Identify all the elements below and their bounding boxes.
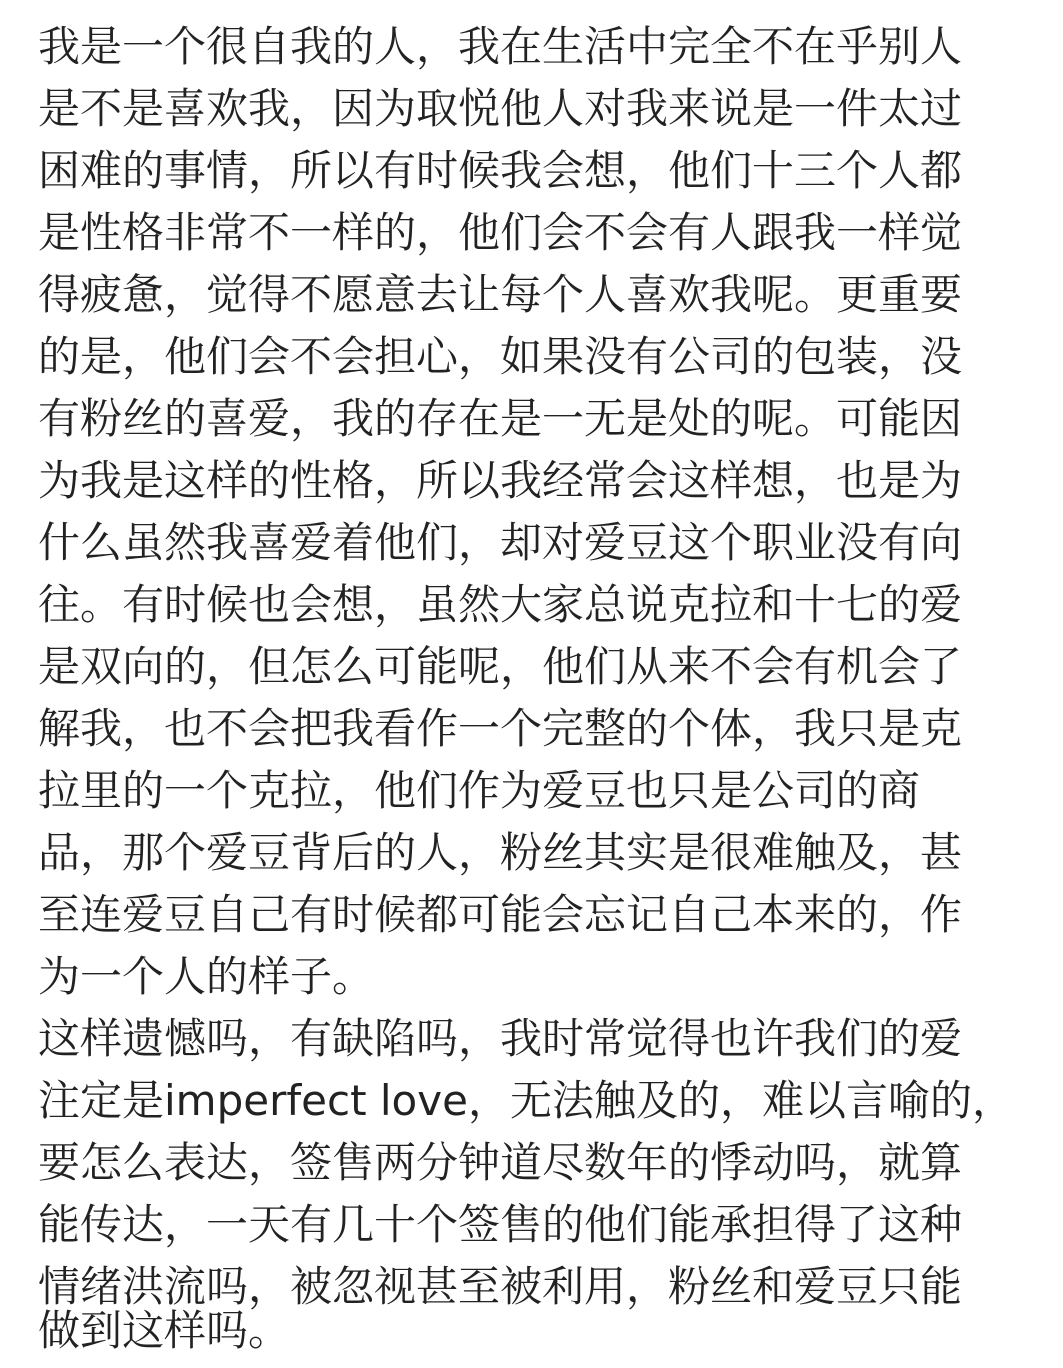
- text-line: 得疲惫，觉得不愿意去让每个人喜欢我呢。更重要: [38, 270, 963, 319]
- clipped-bottom-line: [38, 1343, 1028, 1368]
- text-line: 这样遗憾吗，有缺陷吗，我时常觉得也许我们的爱: [38, 1014, 963, 1063]
- text-line: 是不是喜欢我，因为取悦他人对我来说是一件太过: [38, 84, 963, 133]
- text-line: 做到这样吗。: [38, 1306, 291, 1355]
- text-line: 有粉丝的喜爱，我的存在是一无是处的呢。可能因: [38, 394, 963, 443]
- text-line: 情绪洪流吗，被忽视甚至被利用，粉丝和爱豆只能: [38, 1262, 963, 1311]
- text-line: 为一个人的样子。: [38, 952, 375, 1001]
- text-line: 解我，也不会把我看作一个完整的个体，我只是克: [38, 704, 963, 753]
- text-line: 是双向的，但怎么可能呢，他们从来不会有机会了: [38, 642, 963, 691]
- text-line: 我是一个很自我的人，我在生活中完全不在乎别人: [38, 22, 963, 71]
- text-line: 为我是这样的性格，所以我经常会这样想，也是为: [38, 456, 963, 505]
- text-line: 什么虽然我喜爱着他们，却对爱豆这个职业没有向: [38, 518, 963, 567]
- text-line: 注定是imperfect love，无法触及的，难以言喻的，: [38, 1076, 1014, 1125]
- text-line: 是性格非常不一样的，他们会不会有人跟我一样觉: [38, 208, 963, 257]
- text-line: 往。有时候也会想，虽然大家总说克拉和十七的爱: [38, 580, 963, 629]
- text-line: 拉里的一个克拉，他们作为爱豆也只是公司的商: [38, 766, 921, 815]
- text-line: 品，那个爱豆背后的人，粉丝其实是很难触及，甚: [38, 828, 963, 877]
- text-line: 能传达，一天有几十个签售的他们能承担得了这种: [38, 1200, 963, 1249]
- text-line: 至连爱豆自己有时候都可能会忘记自己本来的，作: [38, 890, 963, 939]
- text-line: 要怎么表达，签售两分钟道尽数年的悸动吗，就算: [38, 1138, 963, 1187]
- text-line: 的是，他们会不会担心，如果没有公司的包装，没: [38, 332, 963, 381]
- text-line: 困难的事情，所以有时候我会想，他们十三个人都: [38, 146, 963, 195]
